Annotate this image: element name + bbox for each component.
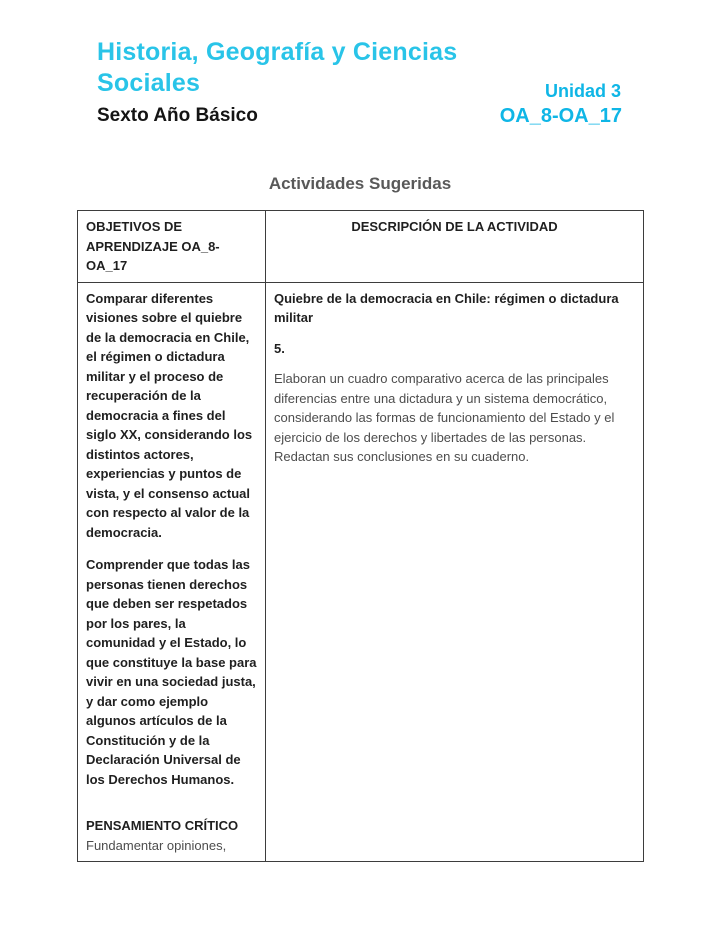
document-title: Historia, Geografía y Ciencias Sociales bbox=[97, 38, 458, 97]
oa-range-label: OA_8-OA_17 bbox=[499, 105, 622, 127]
activity-number: 5. bbox=[274, 340, 285, 356]
activities-table bbox=[77, 210, 644, 862]
table-body-row bbox=[78, 282, 644, 862]
activity-title: Quiebre de la democracia en Chile: régimen o dictadura militar bbox=[274, 290, 619, 325]
column-header-objectives: OBJETIVOS DE APRENDIZAJE OA_8-OA_17 bbox=[78, 211, 266, 283]
column-header-description: DESCRIPCIÓN DE LA ACTIVIDAD bbox=[266, 211, 644, 283]
unit-label: Unidad 3 bbox=[544, 81, 621, 101]
table-header-row bbox=[78, 211, 644, 283]
objective-paragraph: Comparar diferentes visiones sobre el quiebre de la democracia en Chile, el régimen o dictadura militar y el proceso de recuperación de la democracia a fines del siglo XX, considerando los distintos actores, experiencias y puntos de vista, y el consenso actual con respecto al valor de la democracia. bbox=[86, 290, 253, 540]
activity-description: Elaboran un cuadro comparativo acerca de las principales diferencias entre una dictadura y un sistema democrático, considerando las formas de funcionamiento del Estado y el ejercicio de los derechos y libertades de las personas. Redactan sus conclusiones en su cuaderno. bbox=[274, 371, 615, 464]
objective-paragraph: Comprender que todas las personas tienen derechos que deben ser respetados por los pares, la comunidad y el Estado, lo que constituye la base para vivir en una sociedad justa, y dar como ejemplo algunos artículos de la Constitución y de la Declaración Universal de los Derechos Humanos. bbox=[86, 557, 257, 787]
activity-cell bbox=[266, 282, 644, 862]
objectives-cell bbox=[78, 282, 266, 862]
section-title: Actividades Sugeridas bbox=[268, 174, 452, 193]
document-subtitle: Sexto Año Básico bbox=[97, 105, 258, 126]
critical-thinking-text: Fundamentar opiniones, bbox=[86, 837, 227, 853]
critical-thinking-heading: PENSAMIENTO CRÍTICO bbox=[86, 818, 239, 833]
